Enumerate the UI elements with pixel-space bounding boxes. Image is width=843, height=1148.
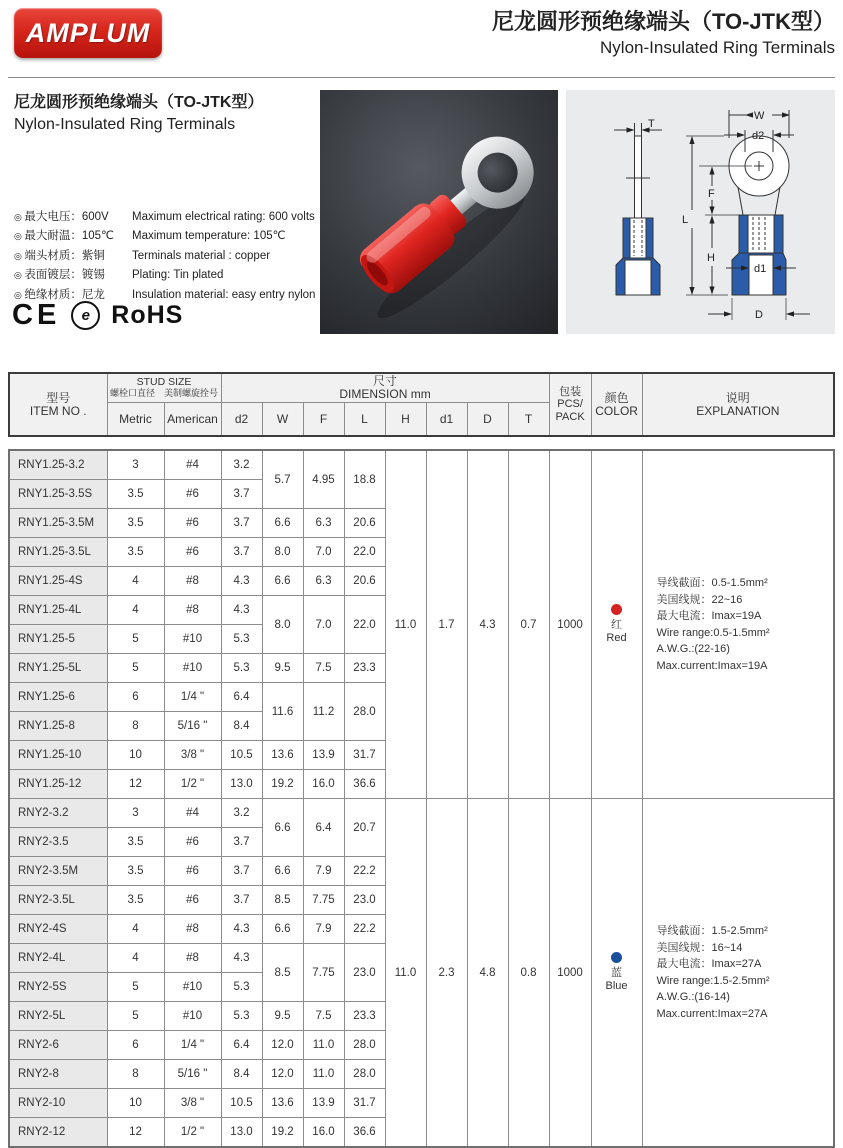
dim-label-d2: d2 xyxy=(752,130,765,142)
d2-cell: 3.2 xyxy=(221,799,262,828)
d-cell: 4.8 xyxy=(467,799,508,1148)
spec-en: Insulation material: easy entry nylon xyxy=(132,288,316,301)
d2-cell: 3.7 xyxy=(221,886,262,915)
spec-table-body xyxy=(8,449,835,1148)
metric-cell: 8 xyxy=(107,712,164,741)
american-cell: #6 xyxy=(164,886,221,915)
l-cell: 20.7 xyxy=(344,799,385,857)
metric-cell: 3.5 xyxy=(107,538,164,567)
col-header-item: 型号 ITEM NO . xyxy=(9,373,107,436)
item-no-cell: RNY1.25-6 xyxy=(9,683,107,712)
item-no-cell: RNY1.25-12 xyxy=(9,770,107,799)
d2-cell: 5.3 xyxy=(221,1002,262,1031)
ring-terminal-photo-icon xyxy=(320,90,558,334)
american-cell: #10 xyxy=(164,625,221,654)
metric-cell: 3.5 xyxy=(107,886,164,915)
table-row xyxy=(9,450,834,480)
d2-cell: 3.7 xyxy=(221,538,262,567)
product-title-cn: 尼龙圆形预绝缘端头（TO-JTK型） xyxy=(14,94,264,111)
spec-en: Plating: Tin plated xyxy=(132,269,224,282)
d2-cell: 4.3 xyxy=(221,596,262,625)
f-cell: 7.5 xyxy=(303,654,344,683)
metric-cell: 4 xyxy=(107,915,164,944)
l-cell: 28.0 xyxy=(344,683,385,741)
metric-cell: 4 xyxy=(107,944,164,973)
metric-cell: 5 xyxy=(107,1002,164,1031)
table-row xyxy=(9,799,834,828)
rohs-mark: RoHS xyxy=(111,301,184,329)
l-cell: 22.0 xyxy=(344,538,385,567)
item-no-cell: RNY1.25-3.5M xyxy=(9,509,107,538)
d2-cell: 8.4 xyxy=(221,1060,262,1089)
w-cell: 9.5 xyxy=(262,654,303,683)
pack-cell: 1000 xyxy=(549,799,591,1148)
t-cell: 0.8 xyxy=(508,799,549,1148)
col-header-d2: d2 xyxy=(221,403,262,437)
w-cell: 6.6 xyxy=(262,567,303,596)
t-cell: 0.7 xyxy=(508,450,549,799)
american-cell: 1/4 " xyxy=(164,1031,221,1060)
f-cell: 16.0 xyxy=(303,770,344,799)
item-no-cell: RNY2-5S xyxy=(9,973,107,1002)
item-no-cell: RNY2-8 xyxy=(9,1060,107,1089)
l-cell: 23.0 xyxy=(344,886,385,915)
american-cell: #4 xyxy=(164,450,221,480)
d2-cell: 3.7 xyxy=(221,509,262,538)
american-cell: #10 xyxy=(164,654,221,683)
explanation-cell: 导线截面：0.5-1.5mm² 美国线规：22~16 最大电流：Imax=19A Wire range:0.5-1.5mm² A.W.G.:(22-16) Max.current:Imax=19A xyxy=(642,450,834,799)
color-cell: 蓝 Blue xyxy=(591,799,642,1148)
header-divider xyxy=(8,77,835,78)
f-cell: 11.0 xyxy=(303,1031,344,1060)
l-cell: 18.8 xyxy=(344,450,385,509)
f-cell: 7.0 xyxy=(303,538,344,567)
metric-cell: 3.5 xyxy=(107,828,164,857)
l-cell: 23.3 xyxy=(344,654,385,683)
american-cell: #8 xyxy=(164,596,221,625)
metric-cell: 3.5 xyxy=(107,480,164,509)
american-cell: #10 xyxy=(164,1002,221,1031)
spec-table-header xyxy=(8,372,835,437)
metric-cell: 3.5 xyxy=(107,509,164,538)
logo-text: AMPLUM xyxy=(25,17,151,48)
american-cell: 3/8 " xyxy=(164,1089,221,1118)
l-cell: 36.6 xyxy=(344,1118,385,1148)
spec-row-voltage xyxy=(14,210,318,224)
col-header-h: H xyxy=(385,403,426,437)
spec-table xyxy=(8,372,835,1148)
spec-cn: ◎ 表面镀层：镀锡 xyxy=(14,268,132,282)
metric-cell: 10 xyxy=(107,1089,164,1118)
col-header-dimension: 尺寸 DIMENSION mm xyxy=(221,373,549,403)
metric-cell: 3.5 xyxy=(107,857,164,886)
col-header-f: F xyxy=(303,403,344,437)
dim-label-l: L xyxy=(682,214,689,226)
f-cell: 6.3 xyxy=(303,509,344,538)
item-no-cell: RNY1.25-3.2 xyxy=(9,450,107,480)
col-header-d: D xyxy=(467,403,508,437)
l-cell: 22.2 xyxy=(344,915,385,944)
f-cell: 6.3 xyxy=(303,567,344,596)
d2-cell: 5.3 xyxy=(221,625,262,654)
spec-row-material xyxy=(14,249,318,263)
spec-cn: ◎ 最大耐温：105℃ xyxy=(14,229,132,243)
color-cell: 红 Red xyxy=(591,450,642,799)
spec-cn: ◎ 最大电压：600V xyxy=(14,210,132,224)
d2-cell: 3.7 xyxy=(221,480,262,509)
f-cell: 13.9 xyxy=(303,1089,344,1118)
metric-cell: 6 xyxy=(107,683,164,712)
item-no-cell: RNY2-3.5M xyxy=(9,857,107,886)
american-cell: #6 xyxy=(164,509,221,538)
spec-list xyxy=(14,210,318,307)
w-cell: 12.0 xyxy=(262,1060,303,1089)
item-no-cell: RNY1.25-8 xyxy=(9,712,107,741)
item-no-cell: RNY1.25-5 xyxy=(9,625,107,654)
american-cell: 1/2 " xyxy=(164,1118,221,1148)
item-no-cell: RNY2-5L xyxy=(9,1002,107,1031)
l-cell: 28.0 xyxy=(344,1060,385,1089)
f-cell: 7.75 xyxy=(303,944,344,1002)
item-no-cell: RNY2-4L xyxy=(9,944,107,973)
l-cell: 36.6 xyxy=(344,770,385,799)
w-cell: 6.6 xyxy=(262,857,303,886)
d2-cell: 5.3 xyxy=(221,654,262,683)
col-header-american: American xyxy=(164,403,221,437)
metric-cell: 12 xyxy=(107,1118,164,1148)
dim-label-d1: d1 xyxy=(754,263,767,275)
d1-cell: 1.7 xyxy=(426,450,467,799)
item-no-cell: RNY2-3.2 xyxy=(9,799,107,828)
american-cell: 5/16 " xyxy=(164,712,221,741)
dimension-diagram xyxy=(566,90,835,334)
col-header-pack: 包装 PCS/ PACK xyxy=(549,373,591,436)
spec-en: Terminals material : copper xyxy=(132,249,271,262)
f-cell: 6.4 xyxy=(303,799,344,857)
w-cell: 8.0 xyxy=(262,596,303,654)
metric-cell: 8 xyxy=(107,1060,164,1089)
item-no-cell: RNY1.25-4L xyxy=(9,596,107,625)
item-no-cell: RNY2-12 xyxy=(9,1118,107,1148)
spec-en: Maximum temperature: 105℃ xyxy=(132,230,286,243)
american-cell: #6 xyxy=(164,857,221,886)
item-no-cell: RNY2-3.5L xyxy=(9,886,107,915)
w-cell: 19.2 xyxy=(262,770,303,799)
d2-cell: 13.0 xyxy=(221,1118,262,1148)
col-header-stud-size: STUD SIZE 螺栓口直径 美制螺旋拴号 xyxy=(107,373,221,403)
metric-cell: 4 xyxy=(107,596,164,625)
metric-cell: 3 xyxy=(107,450,164,480)
dimension-drawing-icon xyxy=(566,90,835,334)
d2-cell: 3.7 xyxy=(221,857,262,886)
american-cell: #6 xyxy=(164,480,221,509)
amplum-logo xyxy=(14,8,162,58)
col-header-t: T xyxy=(508,403,549,437)
l-cell: 31.7 xyxy=(344,741,385,770)
spec-cn: ◎ 绝缘材质：尼龙 xyxy=(14,288,132,302)
pack-cell: 1000 xyxy=(549,450,591,799)
metric-cell: 5 xyxy=(107,625,164,654)
d2-cell: 4.3 xyxy=(221,944,262,973)
item-no-cell: RNY2-10 xyxy=(9,1089,107,1118)
color-dot-icon xyxy=(611,604,622,615)
l-cell: 28.0 xyxy=(344,1031,385,1060)
ce-mark-icon: CE xyxy=(12,299,61,331)
american-cell: #8 xyxy=(164,944,221,973)
dim-label-h: H xyxy=(707,252,715,264)
d2-cell: 13.0 xyxy=(221,770,262,799)
d2-cell: 3.2 xyxy=(221,450,262,480)
w-cell: 8.5 xyxy=(262,886,303,915)
american-cell: 1/4 " xyxy=(164,683,221,712)
item-no-cell: RNY1.25-3.5S xyxy=(9,480,107,509)
col-header-l: L xyxy=(344,403,385,437)
d2-cell: 5.3 xyxy=(221,973,262,1002)
w-cell: 8.5 xyxy=(262,944,303,1002)
american-cell: #6 xyxy=(164,538,221,567)
d2-cell: 10.5 xyxy=(221,741,262,770)
w-cell: 5.7 xyxy=(262,450,303,509)
explanation-cell: 导线截面：1.5-2.5mm² 美国线规：16~14 最大电流：Imax=27A Wire range:1.5-2.5mm² A.W.G.:(16-14) Max.current:Imax=27A xyxy=(642,799,834,1148)
l-cell: 22.2 xyxy=(344,857,385,886)
dim-label-w: W xyxy=(754,110,765,122)
dim-label-d: D xyxy=(755,309,763,321)
item-no-cell: RNY2-6 xyxy=(9,1031,107,1060)
f-cell: 16.0 xyxy=(303,1118,344,1148)
product-title-en: Nylon-Insulated Ring Terminals xyxy=(14,115,236,133)
l-cell: 20.6 xyxy=(344,509,385,538)
item-no-cell: RNY1.25-10 xyxy=(9,741,107,770)
metric-cell: 6 xyxy=(107,1031,164,1060)
w-cell: 19.2 xyxy=(262,1118,303,1148)
f-cell: 11.2 xyxy=(303,683,344,741)
col-header-color: 颜色 COLOR xyxy=(591,373,642,436)
certification-logos xyxy=(12,299,183,332)
f-cell: 7.9 xyxy=(303,857,344,886)
l-cell: 22.0 xyxy=(344,596,385,654)
f-cell: 11.0 xyxy=(303,1060,344,1089)
l-cell: 20.6 xyxy=(344,567,385,596)
d2-cell: 8.4 xyxy=(221,712,262,741)
american-cell: #6 xyxy=(164,828,221,857)
f-cell: 13.9 xyxy=(303,741,344,770)
f-cell: 7.75 xyxy=(303,886,344,915)
spec-cn: ◎ 端头材质：紫铜 xyxy=(14,249,132,263)
d2-cell: 4.3 xyxy=(221,567,262,596)
f-cell: 7.0 xyxy=(303,596,344,654)
item-no-cell: RNY1.25-5L xyxy=(9,654,107,683)
american-cell: #8 xyxy=(164,567,221,596)
dim-label-t: T xyxy=(648,118,655,130)
l-cell: 23.3 xyxy=(344,1002,385,1031)
metric-cell: 5 xyxy=(107,654,164,683)
dim-label-f: F xyxy=(708,188,715,200)
d-cell: 4.3 xyxy=(467,450,508,799)
d1-cell: 2.3 xyxy=(426,799,467,1148)
item-no-cell: RNY2-3.5 xyxy=(9,828,107,857)
l-cell: 23.0 xyxy=(344,944,385,1002)
col-header-metric: Metric xyxy=(107,403,164,437)
spec-row-temperature xyxy=(14,229,318,243)
spec-row-plating xyxy=(14,268,318,282)
d2-cell: 4.3 xyxy=(221,915,262,944)
american-cell: #10 xyxy=(164,973,221,1002)
w-cell: 6.6 xyxy=(262,509,303,538)
h-cell: 11.0 xyxy=(385,450,426,799)
d2-cell: 3.7 xyxy=(221,828,262,857)
w-cell: 13.6 xyxy=(262,741,303,770)
item-no-cell: RNY2-4S xyxy=(9,915,107,944)
w-cell: 13.6 xyxy=(262,1089,303,1118)
item-no-cell: RNY1.25-4S xyxy=(9,567,107,596)
american-cell: 5/16 " xyxy=(164,1060,221,1089)
d2-cell: 6.4 xyxy=(221,683,262,712)
color-dot-icon xyxy=(611,952,622,963)
w-cell: 9.5 xyxy=(262,1002,303,1031)
item-no-cell: RNY1.25-3.5L xyxy=(9,538,107,567)
metric-cell: 10 xyxy=(107,741,164,770)
spec-en: Maximum electrical rating: 600 volts xyxy=(132,211,315,223)
col-header-explanation: 说明 EXPLANATION xyxy=(642,373,834,436)
product-title xyxy=(14,92,314,135)
american-cell: 1/2 " xyxy=(164,770,221,799)
w-cell: 6.6 xyxy=(262,915,303,944)
e-mark-icon: e xyxy=(71,301,100,330)
metric-cell: 12 xyxy=(107,770,164,799)
f-cell: 7.5 xyxy=(303,1002,344,1031)
f-cell: 7.9 xyxy=(303,915,344,944)
product-photo xyxy=(320,90,558,334)
metric-cell: 4 xyxy=(107,567,164,596)
american-cell: #8 xyxy=(164,915,221,944)
l-cell: 31.7 xyxy=(344,1089,385,1118)
w-cell: 6.6 xyxy=(262,799,303,857)
col-header-d1: d1 xyxy=(426,403,467,437)
metric-cell: 3 xyxy=(107,799,164,828)
f-cell: 4.95 xyxy=(303,450,344,509)
metric-cell: 5 xyxy=(107,973,164,1002)
d2-cell: 6.4 xyxy=(221,1031,262,1060)
d2-cell: 10.5 xyxy=(221,1089,262,1118)
w-cell: 11.6 xyxy=(262,683,303,741)
h-cell: 11.0 xyxy=(385,799,426,1148)
col-header-w: W xyxy=(262,403,303,437)
american-cell: #4 xyxy=(164,799,221,828)
american-cell: 3/8 " xyxy=(164,741,221,770)
page-title xyxy=(492,8,835,59)
page-title-en: Nylon-Insulated Ring Terminals xyxy=(600,37,835,57)
page-title-cn: 尼龙圆形预绝缘端头（TO-JTK型） xyxy=(491,9,835,34)
w-cell: 8.0 xyxy=(262,538,303,567)
w-cell: 12.0 xyxy=(262,1031,303,1060)
